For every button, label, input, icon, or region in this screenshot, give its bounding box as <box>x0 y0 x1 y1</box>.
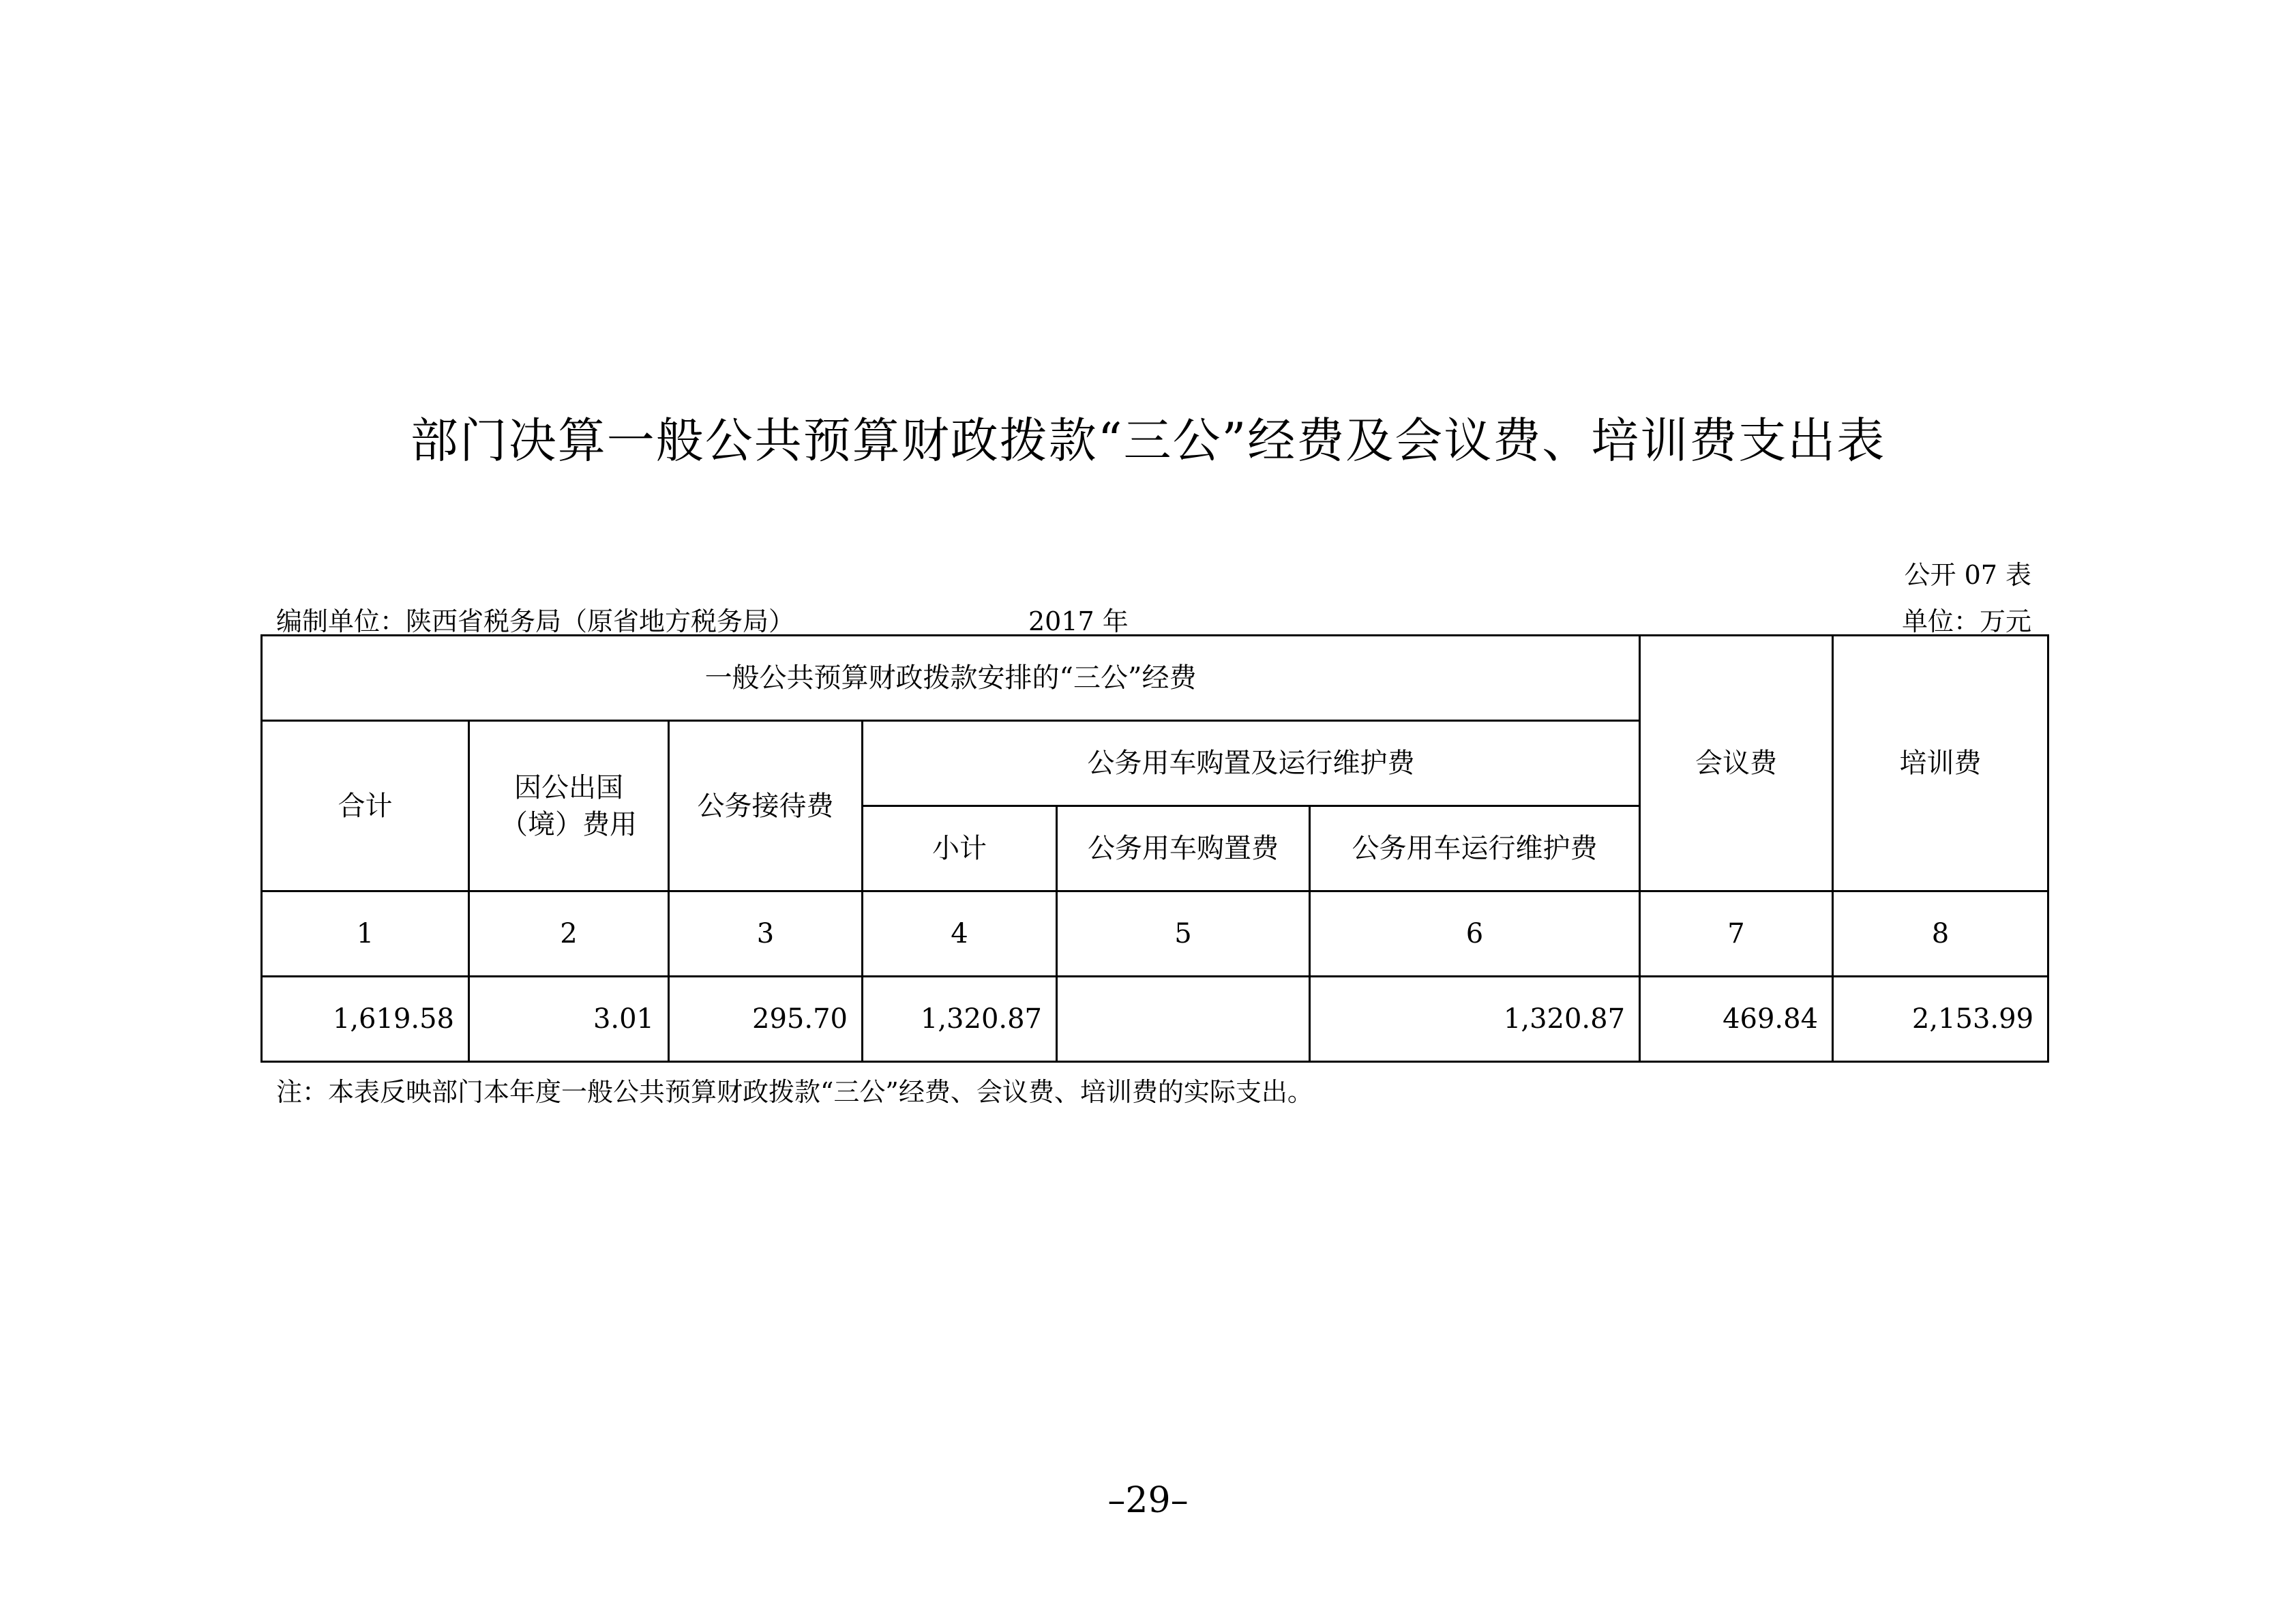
total-header: 合计 <box>262 721 469 891</box>
column-number: 3 <box>669 891 863 977</box>
vehicle-operation-header: 公务用车运行维护费 <box>1310 806 1640 891</box>
data-row <box>262 977 2048 1062</box>
total-value: 1,619.58 <box>262 977 469 1062</box>
training-fee-value: 2,153.99 <box>1833 977 2048 1062</box>
abroad-fee-value: 3.01 <box>469 977 669 1062</box>
currency-unit: 单位：万元 <box>1901 606 2031 636</box>
vehicle-subtotal-value: 1,320.87 <box>863 977 1057 1062</box>
meeting-fee-value: 469.84 <box>1640 977 1833 1062</box>
vehicle-fee-header: 公务用车购置及运行维护费 <box>863 721 1640 806</box>
column-number: 1 <box>262 891 469 977</box>
training-fee-header: 培训费 <box>1833 636 2048 891</box>
group-header-cell: 一般公共预算财政拨款安排的“三公”经费 <box>262 636 1640 721</box>
reception-fee-header: 公务接待费 <box>669 721 863 891</box>
column-number: 8 <box>1833 891 2048 977</box>
page-title: 部门决算一般公共预算财政拨款“三公”经费及会议费、培训费支出表 <box>410 413 1886 469</box>
compiling-unit: 编制单位：陕西省税务局（原省地方税务局） <box>276 606 795 636</box>
vehicle-subtotal-header: 小计 <box>863 806 1057 891</box>
column-number: 4 <box>863 891 1057 977</box>
footnote: 注：本表反映部门本年度一般公共预算财政拨款“三公”经费、会议费、培训费的实际支出。 <box>276 1077 1313 1107</box>
report-year: 2017 年 <box>1028 606 1129 636</box>
vehicle-operation-value: 1,320.87 <box>1310 977 1640 1062</box>
reception-fee-value: 295.70 <box>669 977 863 1062</box>
column-number: 5 <box>1057 891 1310 977</box>
column-number: 2 <box>469 891 669 977</box>
form-number: 公开 07 表 <box>1904 560 2031 590</box>
header-row-1 <box>262 636 2048 721</box>
expenditure-table <box>260 634 2049 1063</box>
vehicle-purchase-value <box>1057 977 1310 1062</box>
meeting-fee-header: 会议费 <box>1640 636 1833 891</box>
column-number: 7 <box>1640 891 1833 977</box>
vehicle-purchase-header: 公务用车购置费 <box>1057 806 1310 891</box>
page-number: –29– <box>1107 1480 1189 1521</box>
column-number: 6 <box>1310 891 1640 977</box>
column-number-row <box>262 891 2048 977</box>
abroad-fee-header: 因公出国（境）费用 <box>469 721 669 891</box>
